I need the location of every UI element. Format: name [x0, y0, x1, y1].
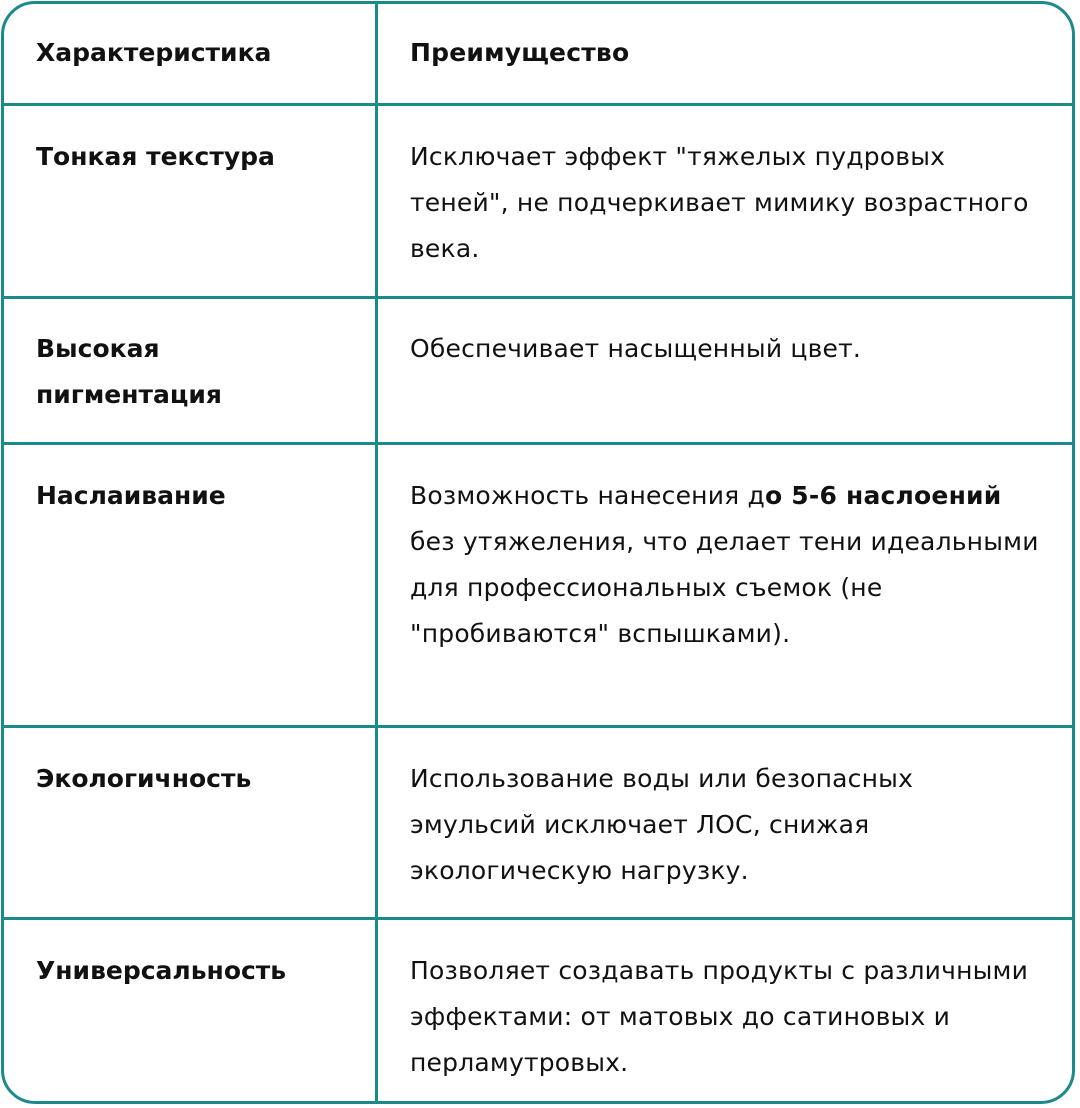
advantage-text: без утяжеления, что делает тени идеальными для профессиональных съемок (не "пробиваются" вспышками).	[410, 527, 1039, 648]
table-row	[4, 725, 1072, 920]
advantage-cell	[410, 473, 1050, 657]
advantage-cell: Исключает эффект "тяжелых пудровых теней", не подчеркивает мимику возрастного века.	[410, 142, 1029, 263]
table-row	[4, 103, 1072, 299]
advantage-text: Возможность нанесения д	[410, 481, 766, 510]
table-row	[4, 917, 1072, 1104]
advantage-bold-text: о 5-6 наслоений	[765, 481, 1002, 510]
advantage-cell: Обеспечивает насыщенный цвет.	[410, 334, 862, 363]
characteristic-cell: Тонкая текстура	[36, 142, 275, 171]
characteristic-cell: Наслаивание	[36, 481, 226, 510]
table-row	[4, 296, 1072, 445]
table-header-row	[4, 4, 1072, 103]
characteristic-cell: Экологичность	[36, 764, 252, 793]
table-row	[4, 442, 1072, 728]
features-table	[1, 1, 1075, 1104]
header-characteristic: Характеристика	[36, 38, 272, 67]
characteristic-cell: Высокая пигментация	[36, 334, 222, 409]
characteristic-cell: Универсальность	[36, 956, 287, 985]
advantage-cell: Использование воды или безопасных эмульсий исключает ЛОС, снижая экологическую нагрузку.	[410, 764, 914, 885]
header-advantage: Преимущество	[410, 38, 630, 67]
advantage-cell: Позволяет создавать продукты с различными эффектами: от матовых до сатиновых и перламутровых.	[410, 956, 1029, 1077]
